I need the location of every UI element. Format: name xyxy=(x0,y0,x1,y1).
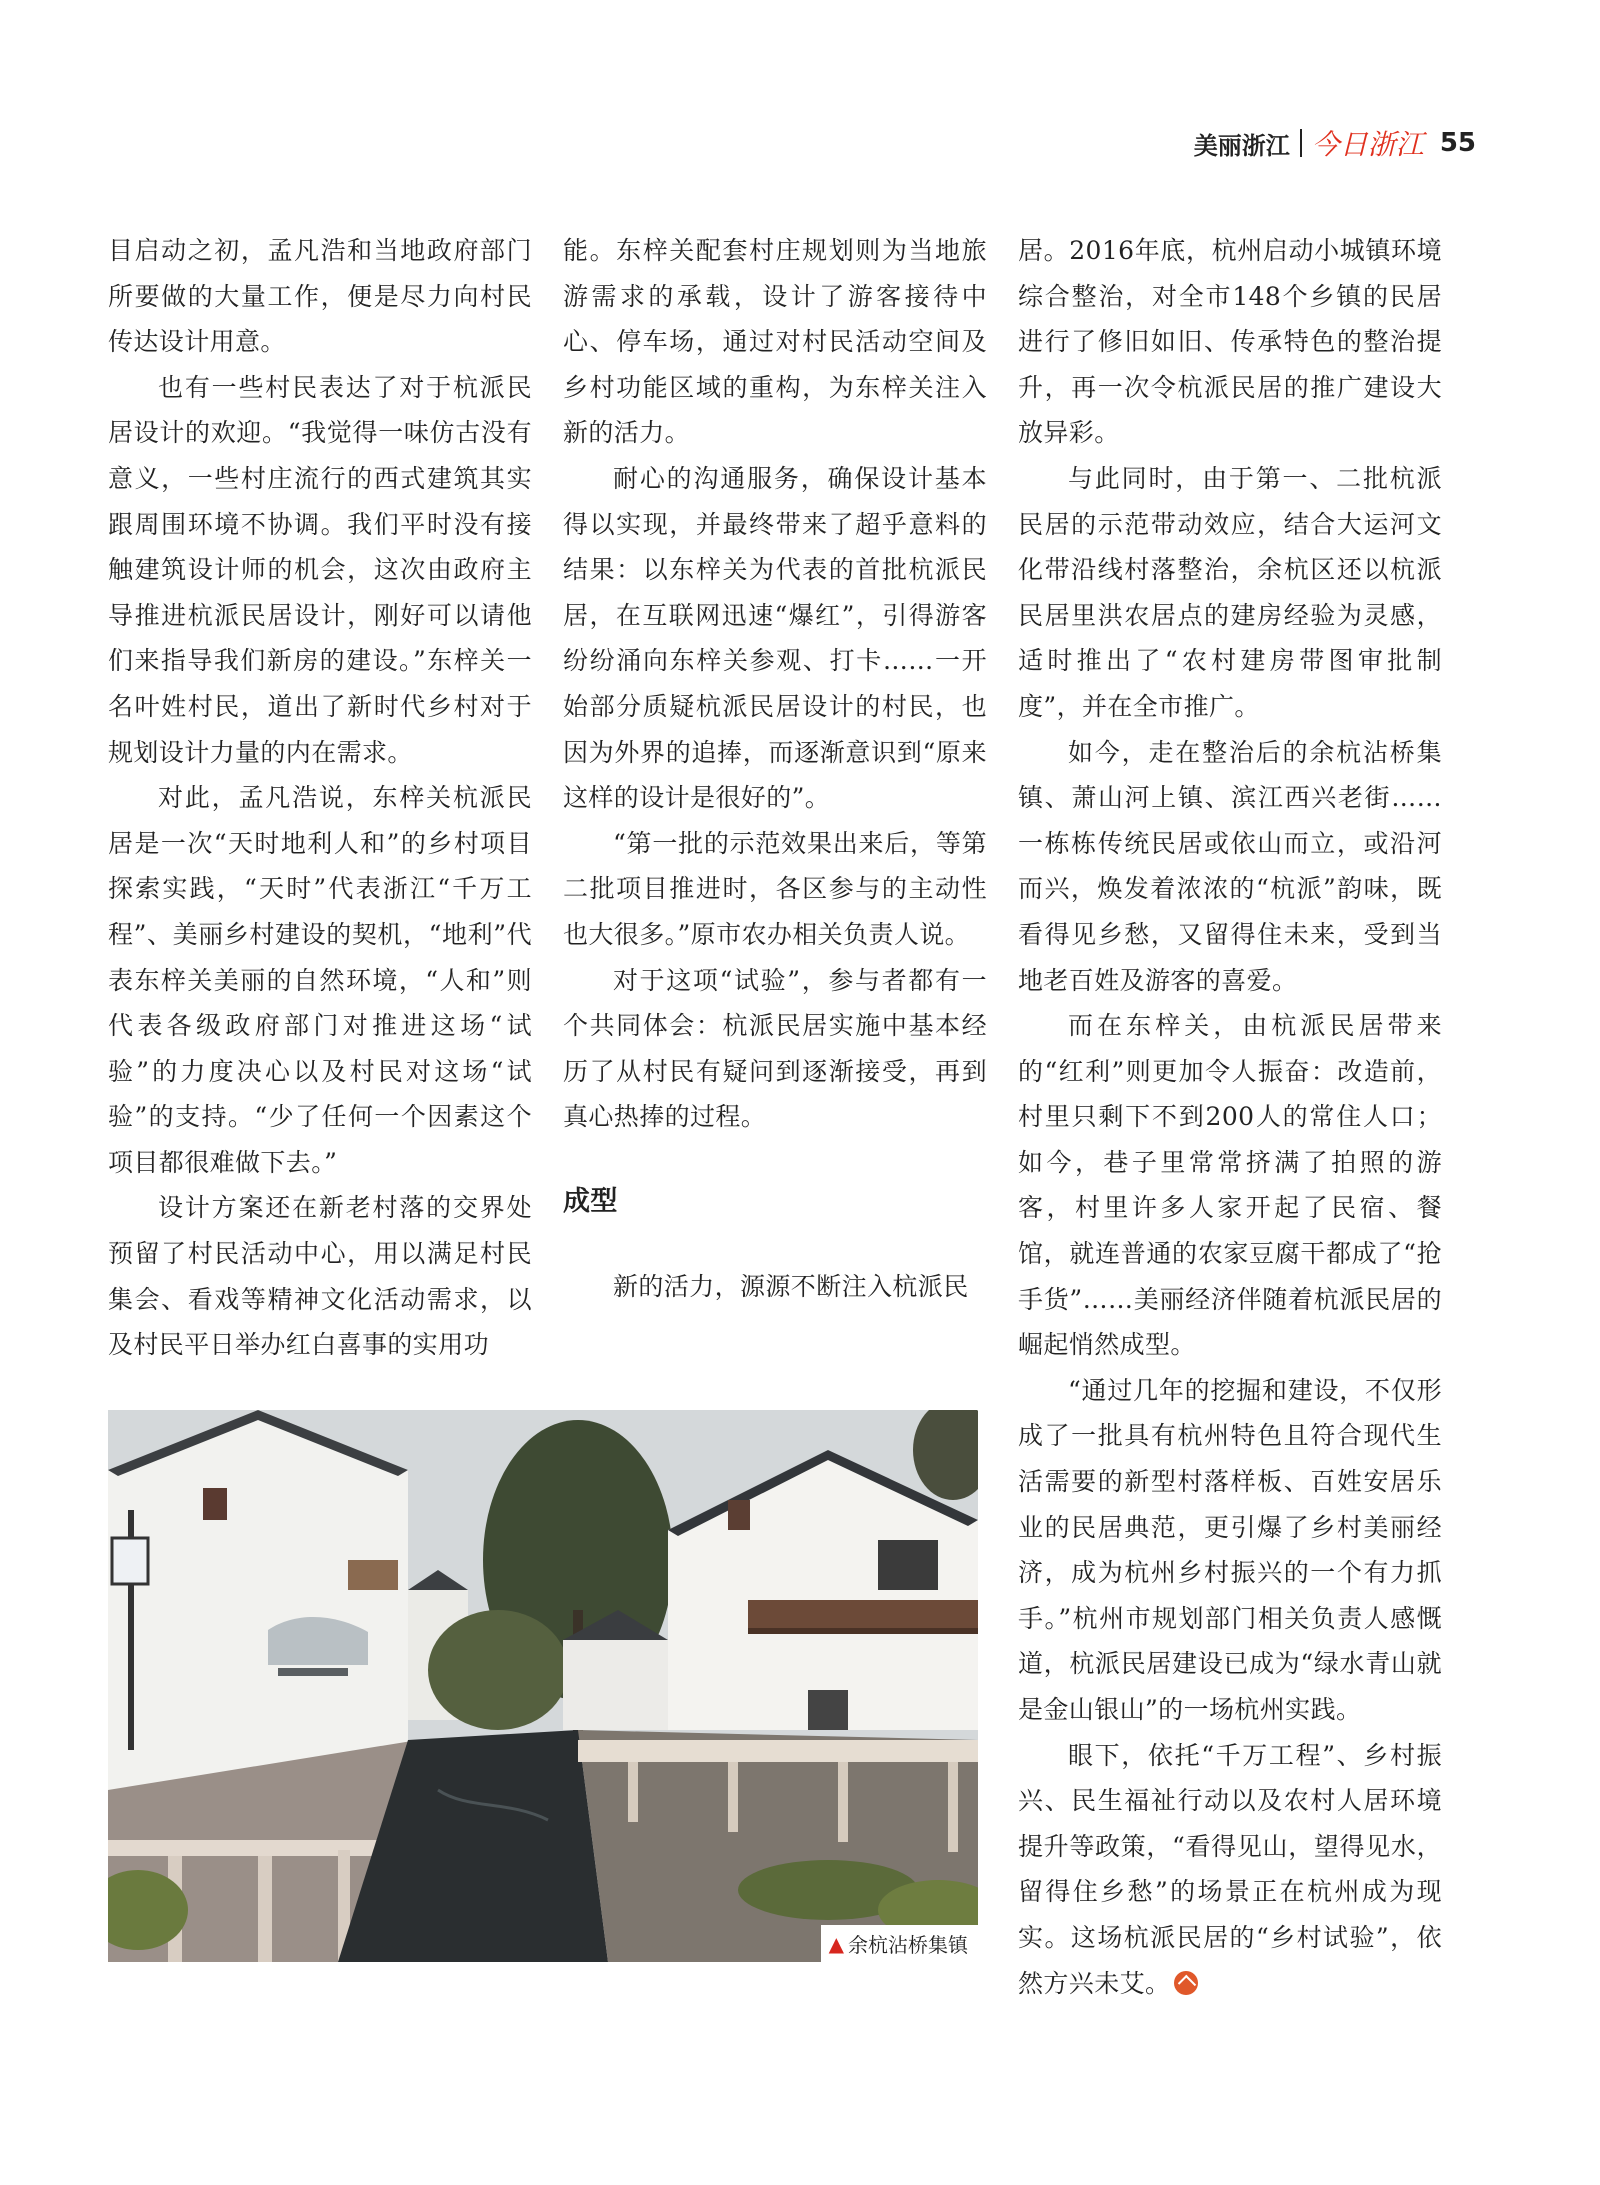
paragraph-last xyxy=(1018,1733,1442,2007)
article-column-2 xyxy=(563,228,987,1309)
paragraph: 设计方案还在新老村落的交界处预留了村民活动中心，用以满足村民集会、看戏等精神文化活动需求，以及村民平日举办红白喜事的实用功 xyxy=(108,1193,532,1360)
paragraph: 能。东梓关配套村庄规划则为当地旅游需求的承载，设计了游客接待中心、停车场，通过对村民活动空间及乡村功能区域的重构，为东梓关注入新的活力。 xyxy=(563,236,987,448)
paragraph: 目启动之初，孟凡浩和当地政府部门所要做的大量工作，便是尽力向村民传达设计用意。 xyxy=(108,236,532,357)
paragraph: 耐心的沟通服务，确保设计基本得以实现，并最终带来了超乎意料的结果：以东梓关为代表的首批杭派民居，在互联网迅速“爆红”，引得游客纷纷涌向东梓关参观、打卡……一开始部分质疑杭派民居设计的村民，也因为外界的追捧，而逐渐意识到“原来这样的设计是很好的”。 xyxy=(563,463,987,813)
paragraph: 如今，走在整治后的余杭沾桥集镇、萧山河上镇、滨江西兴老街……一栋栋传统民居或依山而立，或沿河而兴，焕发着浓浓的“杭派”韵味，既看得见乡愁，又留得住未来，受到当地老百姓及游客的喜爱。 xyxy=(1018,737,1442,995)
article-column-1 xyxy=(108,228,532,1368)
paragraph: 与此同时，由于第一、二批杭派民居的示范带动效应，结合大运河文化带沿线村落整治，余杭区还以杭派民居里洪农居点的建房经验为灵感，适时推出了“农村建房带图审批制度”，并在全市推广。 xyxy=(1018,463,1442,721)
header-divider xyxy=(1300,129,1302,157)
magazine-logo: 今日浙江 xyxy=(1311,128,1424,161)
section-subheading: 成型 xyxy=(563,1185,618,1217)
caption-text: 余杭沾桥集镇 xyxy=(848,1933,968,1957)
paragraph: “通过几年的挖掘和建设，不仅形成了一批具有杭州特色且符合现代生活需要的新型村落样板、百姓安居乐业的民居典范，更引爆了乡村美丽经济，成为杭州乡村振兴的一个有力抓手。”杭州市规划部门相关负责人感慨道，杭派民居建设已成为“绿水青山就是金山银山”的一场杭州实践。 xyxy=(1018,1375,1442,1724)
page-number: 55 xyxy=(1439,128,1476,158)
caption-triangle-icon: ▲ xyxy=(828,1931,844,1956)
last-paragraph-text: 眼下，依托“千万工程”、乡村振兴、民生福祉行动以及农村人居环境提升等政策，“看得见山，望得见水，留得住乡愁”的场景正在杭州成为现实。这场杭派民居的“乡村试验”，依然方兴未艾。 xyxy=(1018,1740,1442,1998)
paragraph: 而在东梓关，由杭派民居带来的“红利”则更加令人振奋：改造前，村里只剩下不到200人的常住人口；如今，巷子里常常挤满了拍照的游客，村里许多人家开起了民宿、餐馆，就连普通的农家豆腐干都成了“抢手货”……美丽经济伴随着杭派民居的崛起悄然成型。 xyxy=(1018,1011,1442,1360)
photo-caption xyxy=(821,1925,978,1962)
section-title: 美丽浙江 xyxy=(1193,131,1290,160)
paragraph: 新的活力，源源不断注入杭派民 xyxy=(613,1271,969,1301)
page-header xyxy=(1194,123,1476,163)
paragraph: 对于这项“试验”，参与者都有一个共同体会：杭派民居实施中基本经历了从村民有疑问到逐渐接受，再到真心热捧的过程。 xyxy=(563,965,987,1132)
article-column-3 xyxy=(1018,228,1442,1998)
town-canal-photo xyxy=(108,1410,978,1962)
paragraph: 居。2016年底，杭州启动小城镇环境综合整治，对全市148个乡镇的民居进行了修旧如旧、传承特色的整治提升，再一次令杭派民居的推广建设大放异彩。 xyxy=(1018,236,1442,448)
paragraph: 也有一些村民表达了对于杭派民居设计的欢迎。“我觉得一味仿古没有意义，一些村庄流行的西式建筑其实跟周围环境不协调。我们平时没有接触建筑设计师的机会，这次由政府主导推进杭派民居设计，刚好可以请他们来指导我们新房的建设。”东梓关一名叶姓村民，道出了新时代乡村对于规划设计力量的内在需求。 xyxy=(108,372,532,767)
article-end-icon xyxy=(1174,1971,1198,1995)
paragraph: 对此，孟凡浩说，东梓关杭派民居是一次“天时地利人和”的乡村项目探索实践，“天时”代表浙江“千万工程”、美丽乡村建设的契机，“地利”代表东梓关美丽的自然环境，“人和”则代表各级政府部门对推进这场“试验”的力度决心以及村民对这场“试验”的支持。“少了任何一个因素这个项目都很难做下去。” xyxy=(108,783,532,1177)
photo-illustration xyxy=(108,1410,978,1962)
paragraph: “第一批的示范效果出来后，等第二批项目推进时，各区参与的主动性也大很多。”原市农办相关负责人说。 xyxy=(563,828,987,949)
